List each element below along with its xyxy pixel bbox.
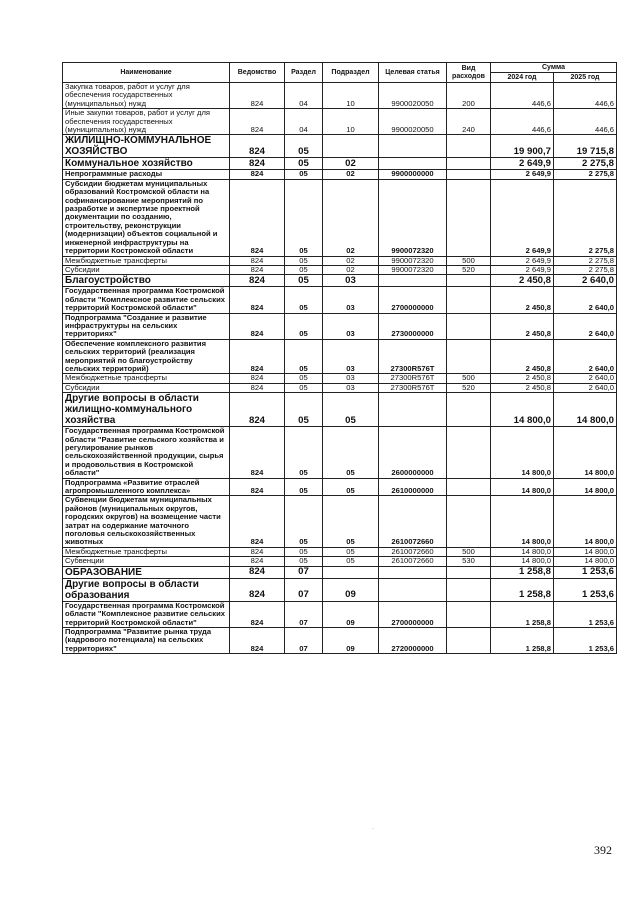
cell-subsection: 02: [323, 158, 379, 170]
cell-sum-2025: 2 640,0: [554, 287, 617, 313]
cell-sum-2025: 1 253,6: [554, 566, 617, 578]
cell-sum-2024: 2 649,9: [491, 256, 554, 265]
cell-expense-type: [447, 158, 491, 170]
cell-sum-2025: 19 715,8: [554, 135, 617, 158]
cell-dept: 824: [230, 478, 285, 496]
cell-sum-2025: 2 275,8: [554, 170, 617, 179]
cell-sum-2024: 446,6: [491, 83, 554, 109]
cell-expense-type: 500: [447, 256, 491, 265]
cell-dept: 824: [230, 265, 285, 274]
cell-subsection: 09: [323, 601, 379, 627]
cell-sum-2025: 446,6: [554, 109, 617, 135]
table-row: [63, 287, 617, 313]
cell-target: 2600000000: [379, 427, 447, 478]
table-row: [63, 627, 617, 653]
cell-section: 05: [285, 339, 323, 374]
cell-target: 27300R576T: [379, 374, 447, 383]
header-name: Наименование: [63, 63, 230, 83]
cell-name: Другие вопросы в области образования: [63, 578, 230, 601]
cell-sum-2024: 14 800,0: [491, 478, 554, 496]
cell-section: 04: [285, 109, 323, 135]
cell-sum-2024: 2 450,8: [491, 313, 554, 339]
cell-sum-2025: 2 640,0: [554, 339, 617, 374]
cell-subsection: 03: [323, 275, 379, 287]
cell-name: Другие вопросы в области жилищно-коммунального хозяйства: [63, 393, 230, 427]
cell-section: 05: [285, 427, 323, 478]
cell-sum-2025: 2 275,8: [554, 256, 617, 265]
cell-section: 05: [285, 393, 323, 427]
cell-section: 05: [285, 374, 323, 383]
cell-sum-2024: 1 258,8: [491, 627, 554, 653]
cell-sum-2024: 19 900,7: [491, 135, 554, 158]
cell-section: 05: [285, 287, 323, 313]
cell-target: 9900000000: [379, 170, 447, 179]
table-row: [63, 393, 617, 427]
cell-name: Благоустройство: [63, 275, 230, 287]
cell-dept: 824: [230, 109, 285, 135]
table-row: [63, 179, 617, 256]
cell-subsection: [323, 135, 379, 158]
cell-section: 07: [285, 601, 323, 627]
cell-expense-type: [447, 478, 491, 496]
header-year-2024: 2024 год: [491, 73, 554, 83]
cell-target: [379, 135, 447, 158]
cell-subsection: 02: [323, 179, 379, 256]
cell-target: [379, 393, 447, 427]
cell-name: Субсидии бюджетам муниципальных образований Костромской области на софинансирование мероприятий по разработке и экспертизе проектной документации по созданию, строительству, реконструкции (модернизации) объектов социальной и инженерной инфраструктуры на территории Костромской области: [63, 179, 230, 256]
cell-target: 9900020050: [379, 83, 447, 109]
cell-section: 05: [285, 170, 323, 179]
cell-target: [379, 158, 447, 170]
cell-sum-2025: 446,6: [554, 83, 617, 109]
table-row: [63, 158, 617, 170]
cell-sum-2024: 2 450,8: [491, 287, 554, 313]
table-row: [63, 109, 617, 135]
cell-sum-2024: 1 258,8: [491, 601, 554, 627]
cell-sum-2025: 2 640,0: [554, 374, 617, 383]
cell-sum-2024: 2 450,8: [491, 383, 554, 392]
cell-target: [379, 275, 447, 287]
cell-section: 07: [285, 627, 323, 653]
header-subsection: Подраздел: [323, 63, 379, 83]
cell-sum-2025: 2 640,0: [554, 275, 617, 287]
cell-expense-type: [447, 287, 491, 313]
cell-target: 2610072660: [379, 547, 447, 556]
cell-expense-type: [447, 627, 491, 653]
cell-sum-2025: 14 800,0: [554, 547, 617, 556]
cell-subsection: 05: [323, 496, 379, 547]
cell-expense-type: [447, 393, 491, 427]
cell-section: 05: [285, 179, 323, 256]
cell-expense-type: [447, 135, 491, 158]
header-target: Целевая статья: [379, 63, 447, 83]
cell-expense-type: [447, 566, 491, 578]
cell-name: Иные закупки товаров, работ и услуг для обеспечения государственных (муниципальных) нужд: [63, 109, 230, 135]
cell-target: [379, 578, 447, 601]
table-row: [63, 383, 617, 392]
table-row: [63, 578, 617, 601]
cell-subsection: 05: [323, 427, 379, 478]
table-row: [63, 478, 617, 496]
cell-section: 05: [285, 135, 323, 158]
cell-section: 05: [285, 383, 323, 392]
cell-expense-type: [447, 427, 491, 478]
cell-dept: 824: [230, 374, 285, 383]
table-row: [63, 135, 617, 158]
cell-name: Субсидии: [63, 265, 230, 274]
cell-name: Государственная программа Костромской области "Комплексное развитие сельских территорий Костромской области": [63, 287, 230, 313]
cell-subsection: 10: [323, 109, 379, 135]
cell-target: 9900072320: [379, 265, 447, 274]
cell-target: [379, 566, 447, 578]
table-row: [63, 566, 617, 578]
cell-sum-2024: 14 800,0: [491, 547, 554, 556]
cell-subsection: 09: [323, 578, 379, 601]
cell-section: 05: [285, 275, 323, 287]
cell-subsection: 03: [323, 339, 379, 374]
cell-subsection: 05: [323, 557, 379, 566]
cell-sum-2024: 2 649,9: [491, 170, 554, 179]
cell-target: 9900072320: [379, 256, 447, 265]
cell-name: ЖИЛИЩНО-КОММУНАЛЬНОЕ ХОЗЯЙСТВО: [63, 135, 230, 158]
cell-name: Государственная программа Костромской области "Развитие сельского хозяйства и регулирование рынков сельскохозяйственной продукции, сырья и продовольствия в Костромской области": [63, 427, 230, 478]
cell-expense-type: 530: [447, 557, 491, 566]
header-year-2025: 2025 год: [554, 73, 617, 83]
cell-target: 2700000000: [379, 287, 447, 313]
cell-dept: 824: [230, 383, 285, 392]
cell-subsection: 03: [323, 374, 379, 383]
cell-target: 9900020050: [379, 109, 447, 135]
cell-expense-type: 520: [447, 383, 491, 392]
cell-dept: 824: [230, 135, 285, 158]
cell-expense-type: [447, 578, 491, 601]
cell-dept: 824: [230, 566, 285, 578]
table-row: [63, 427, 617, 478]
cell-sum-2024: 14 800,0: [491, 496, 554, 547]
cell-expense-type: 520: [447, 265, 491, 274]
cell-section: 05: [285, 496, 323, 547]
cell-target: 2700000000: [379, 601, 447, 627]
table-row: [63, 170, 617, 179]
cell-subsection: 03: [323, 287, 379, 313]
table-row: [63, 256, 617, 265]
cell-target: 2730000000: [379, 313, 447, 339]
cell-dept: 824: [230, 275, 285, 287]
cell-name: Закупка товаров, работ и услуг для обеспечения государственных (муниципальных) нужд: [63, 83, 230, 109]
cell-name: Обеспечение комплексного развития сельских территорий (реализация мероприятий по благоустройству сельских территорий): [63, 339, 230, 374]
cell-sum-2025: 14 800,0: [554, 478, 617, 496]
cell-subsection: 02: [323, 256, 379, 265]
cell-sum-2025: 14 800,0: [554, 427, 617, 478]
cell-dept: 824: [230, 158, 285, 170]
table-row: [63, 601, 617, 627]
cell-section: 05: [285, 158, 323, 170]
cell-target: 9900072320: [379, 179, 447, 256]
cell-name: Государственная программа Костромской области "Комплексное развитие сельских территорий Костромской области": [63, 601, 230, 627]
cell-sum-2024: 2 450,8: [491, 275, 554, 287]
cell-subsection: 10: [323, 83, 379, 109]
cell-dept: 824: [230, 170, 285, 179]
cell-sum-2024: 14 800,0: [491, 427, 554, 478]
table-row: [63, 265, 617, 274]
cell-section: 05: [285, 265, 323, 274]
cell-dept: 824: [230, 578, 285, 601]
cell-expense-type: [447, 601, 491, 627]
cell-sum-2025: 2 275,8: [554, 179, 617, 256]
cell-sum-2025: 1 253,6: [554, 578, 617, 601]
cell-subsection: 02: [323, 265, 379, 274]
cell-subsection: 05: [323, 478, 379, 496]
cell-dept: 824: [230, 427, 285, 478]
budget-table: [62, 62, 617, 654]
table-body: [63, 83, 617, 654]
cell-dept: 824: [230, 179, 285, 256]
cell-name: Подпрограмма "Развитие рынка труда (кадрового потенциала) на сельских территориях": [63, 627, 230, 653]
cell-sum-2024: 446,6: [491, 109, 554, 135]
cell-section: 05: [285, 478, 323, 496]
cell-name: Межбюджетные трансферты: [63, 547, 230, 556]
scan-dot: ·: [372, 826, 374, 832]
cell-name: Непрограммные расходы: [63, 170, 230, 179]
cell-section: 05: [285, 547, 323, 556]
cell-dept: 824: [230, 393, 285, 427]
cell-name: Подпрограмма «Развитие отраслей агропромышленного комплекса»: [63, 478, 230, 496]
cell-expense-type: [447, 275, 491, 287]
cell-dept: 824: [230, 313, 285, 339]
cell-subsection: [323, 566, 379, 578]
cell-sum-2025: 14 800,0: [554, 557, 617, 566]
cell-name: Межбюджетные трансферты: [63, 374, 230, 383]
page-number: 392: [594, 843, 612, 857]
header-dept: Ведомство: [230, 63, 285, 83]
cell-dept: 824: [230, 256, 285, 265]
cell-target: 27300R576T: [379, 339, 447, 374]
cell-sum-2024: 1 258,8: [491, 578, 554, 601]
cell-name: ОБРАЗОВАНИЕ: [63, 566, 230, 578]
cell-target: 2610072660: [379, 496, 447, 547]
cell-expense-type: 500: [447, 374, 491, 383]
table-row: [63, 557, 617, 566]
cell-target: 2610072660: [379, 557, 447, 566]
cell-name: Подпрограмма "Создание и развитие инфраструктуры на сельских территориях": [63, 313, 230, 339]
cell-target: 2720000000: [379, 627, 447, 653]
cell-sum-2024: 2 450,8: [491, 339, 554, 374]
header-expense-type: Вид расходов: [447, 63, 491, 83]
cell-sum-2024: 2 649,9: [491, 158, 554, 170]
cell-name: Субвенции бюджетам муниципальных районов (муниципальных округов, городских округов) на возмещение части затрат на содержание маточного поголовья сельскохозяйственных животных: [63, 496, 230, 547]
cell-sum-2024: 1 258,8: [491, 566, 554, 578]
table-row: [63, 374, 617, 383]
cell-sum-2024: 14 800,0: [491, 557, 554, 566]
header-section: Раздел: [285, 63, 323, 83]
cell-sum-2025: 2 275,8: [554, 265, 617, 274]
cell-sum-2024: 14 800,0: [491, 393, 554, 427]
table-row: [63, 313, 617, 339]
cell-name: Межбюджетные трансферты: [63, 256, 230, 265]
cell-sum-2025: 1 253,6: [554, 627, 617, 653]
table-row: [63, 339, 617, 374]
cell-expense-type: 240: [447, 109, 491, 135]
cell-subsection: 05: [323, 393, 379, 427]
cell-dept: 824: [230, 627, 285, 653]
cell-section: 05: [285, 557, 323, 566]
cell-expense-type: [447, 179, 491, 256]
table-row: [63, 83, 617, 109]
cell-dept: 824: [230, 287, 285, 313]
cell-expense-type: [447, 496, 491, 547]
cell-sum-2025: 14 800,0: [554, 393, 617, 427]
table-row: [63, 547, 617, 556]
cell-subsection: 02: [323, 170, 379, 179]
cell-sum-2024: 2 649,9: [491, 265, 554, 274]
cell-section: 07: [285, 566, 323, 578]
cell-sum-2025: 14 800,0: [554, 496, 617, 547]
cell-section: 07: [285, 578, 323, 601]
cell-name: Коммунальное хозяйство: [63, 158, 230, 170]
cell-subsection: 09: [323, 627, 379, 653]
cell-expense-type: [447, 339, 491, 374]
cell-subsection: 03: [323, 383, 379, 392]
cell-dept: 824: [230, 601, 285, 627]
cell-sum-2025: 2 640,0: [554, 383, 617, 392]
cell-section: 05: [285, 313, 323, 339]
cell-target: 27300R576T: [379, 383, 447, 392]
cell-name: Субвенции: [63, 557, 230, 566]
cell-dept: 824: [230, 339, 285, 374]
cell-expense-type: [447, 313, 491, 339]
cell-dept: 824: [230, 496, 285, 547]
cell-dept: 824: [230, 83, 285, 109]
budget-table-container: [62, 62, 616, 654]
cell-subsection: 03: [323, 313, 379, 339]
cell-sum-2025: 1 253,6: [554, 601, 617, 627]
cell-dept: 824: [230, 547, 285, 556]
cell-sum-2025: 2 640,0: [554, 313, 617, 339]
cell-section: 04: [285, 83, 323, 109]
header-sum: Сумма: [491, 63, 617, 73]
cell-target: 2610000000: [379, 478, 447, 496]
cell-expense-type: 500: [447, 547, 491, 556]
cell-expense-type: 200: [447, 83, 491, 109]
cell-subsection: 05: [323, 547, 379, 556]
table-row: [63, 275, 617, 287]
cell-sum-2025: 2 275,8: [554, 158, 617, 170]
cell-section: 05: [285, 256, 323, 265]
cell-dept: 824: [230, 557, 285, 566]
cell-sum-2024: 2 450,8: [491, 374, 554, 383]
cell-sum-2024: 2 649,9: [491, 179, 554, 256]
cell-name: Субсидии: [63, 383, 230, 392]
table-row: [63, 496, 617, 547]
cell-expense-type: [447, 170, 491, 179]
